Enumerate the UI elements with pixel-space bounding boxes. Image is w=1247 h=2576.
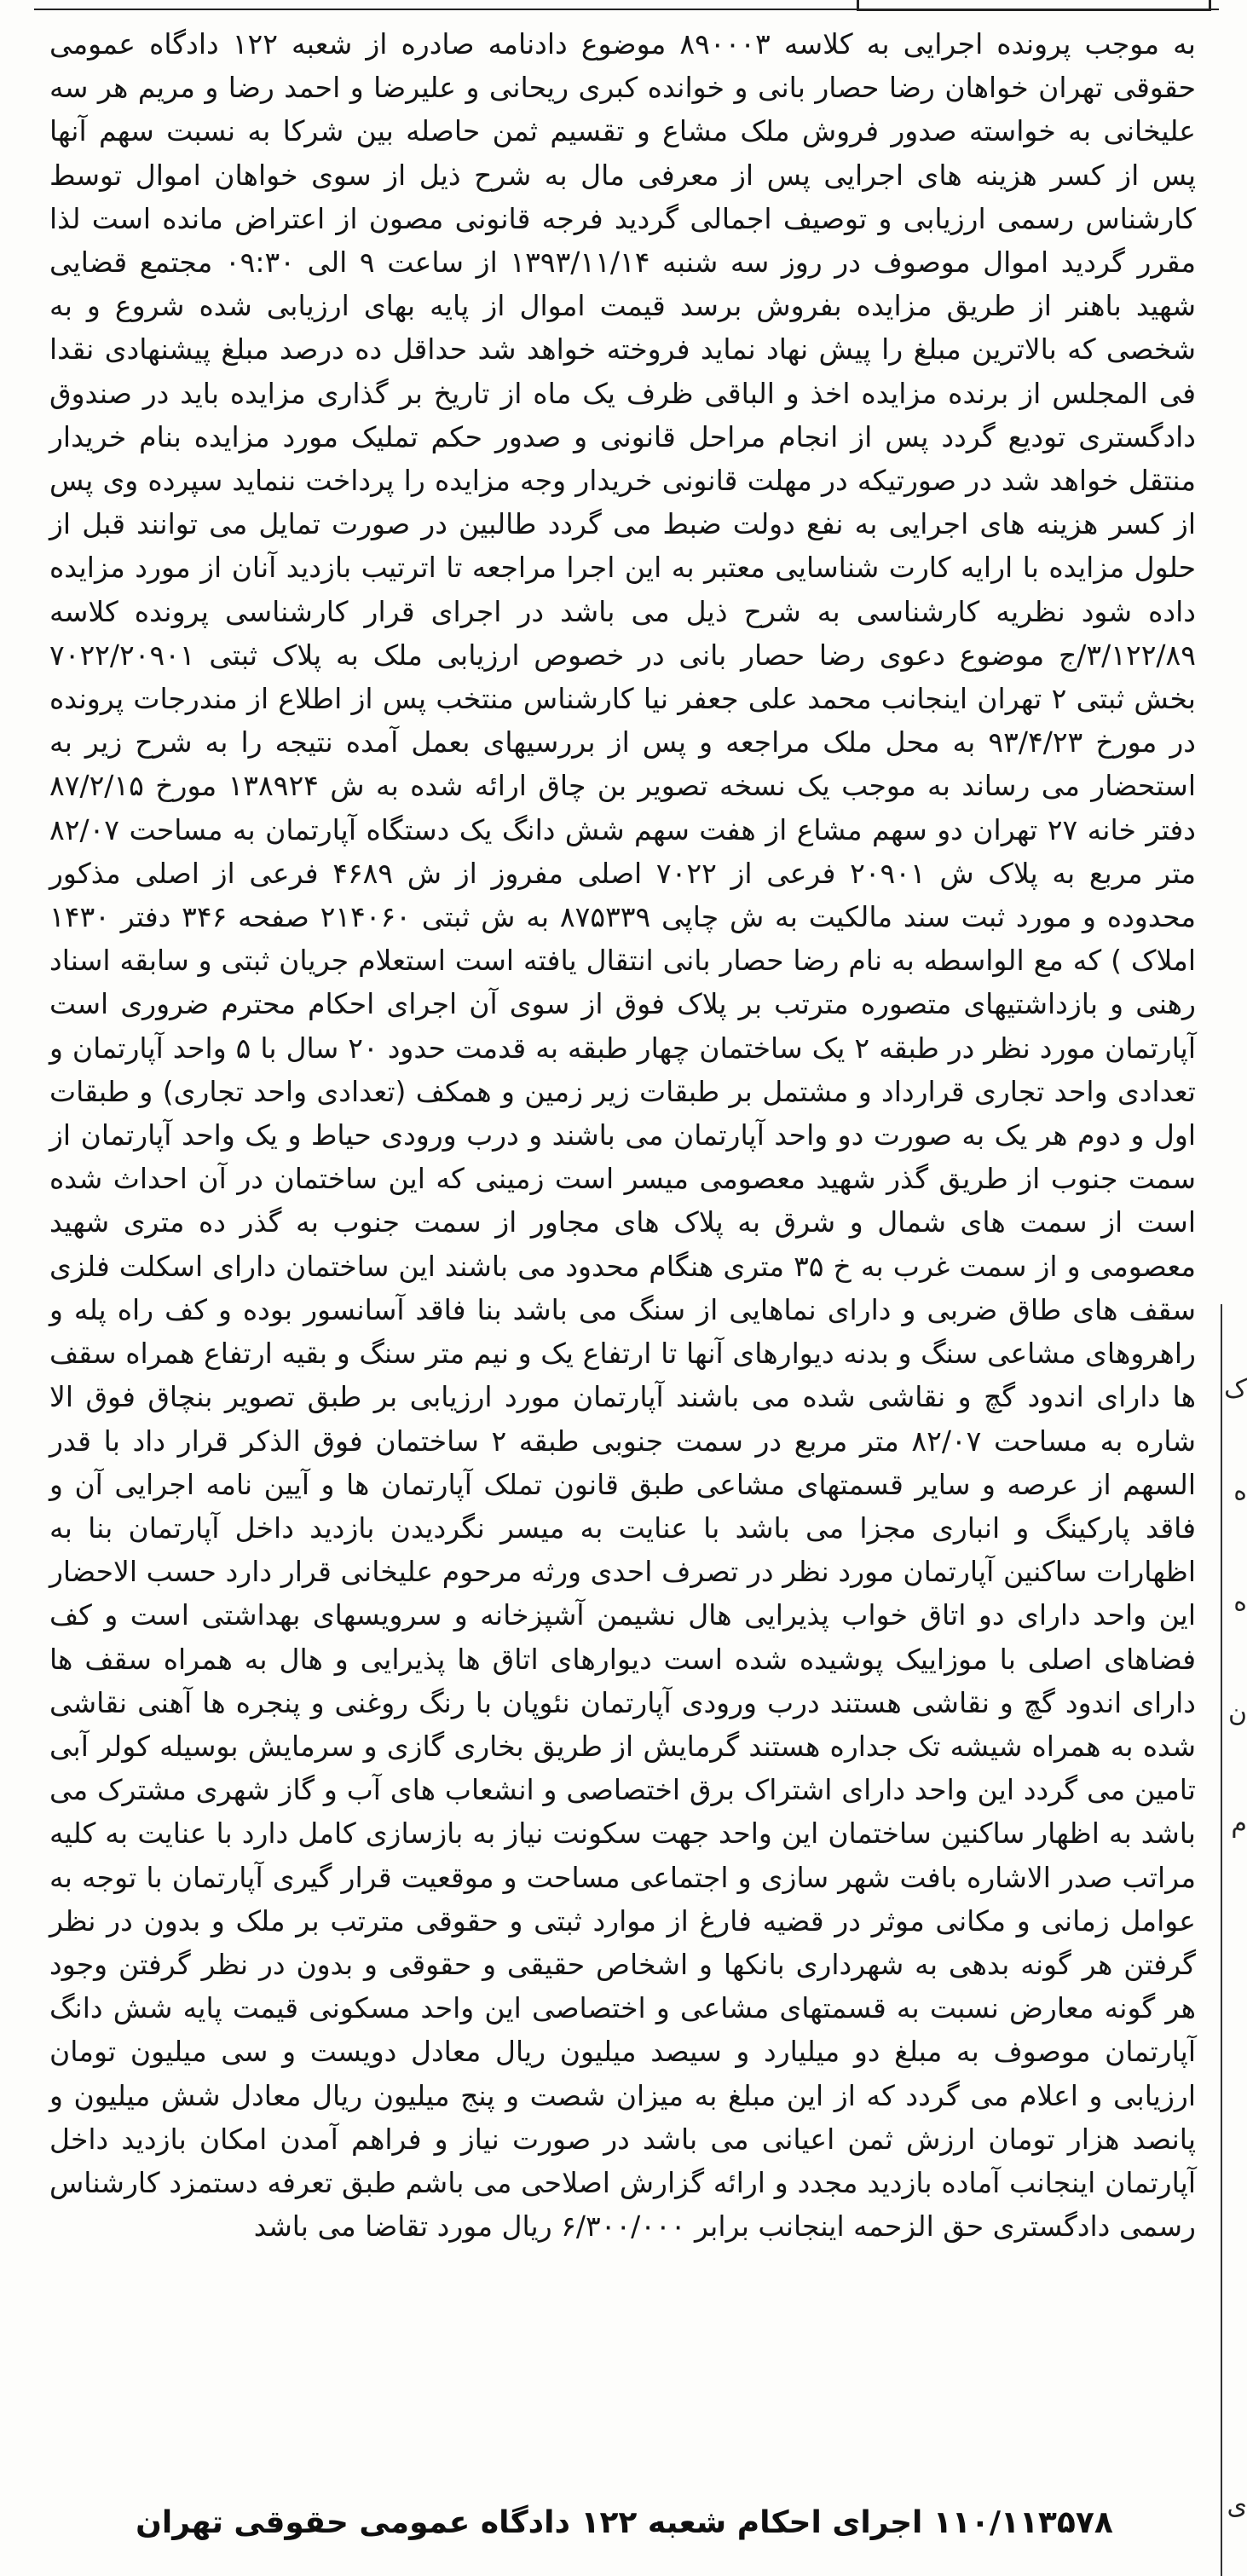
adjacent-column-edge [1221, 1304, 1247, 2576]
margin-text-fragment: ی [1227, 2491, 1247, 2521]
margin-text-fragment: ن [1227, 1698, 1247, 1728]
auction-notice-body [49, 22, 1196, 2248]
notice-footer-signature: ۱۱۰/۱۱۳۵۷۸ اجرای احکام شعبه ۱۲۲ دادگاه عمومی حقوقی تهران [136, 2505, 1113, 2540]
notice-paragraph: به موجب پرونده اجرایی به کلاسه ۸۹۰۰۰۳ موضوع دادنامه صادره از شعبه ۱۲۲ دادگاه عمومی حقوقی تهران خواهان رضا حصار بانی و خوانده کبری ریحانی و علیرضا و احمد رضا و مریم هر سه علیخانی به خواسته صدور فروش ملک مشاع و تقسیم ثمن حاصله بین شرکا به نسبت سهم آنها پس از کسر هزینه های اجرایی پس از معرفی مال به شرح ذیل از سوی خواهان اموال توسط کارشناس رسمی ارزیابی و توصیف اجمالی گردید فرجه قانونی مصون از اعتراض مانده است لذا مقرر گردید اموال موصوف در روز سه شنبه ۱۳۹۳/۱۱/۱۴ از ساعت ۹ الی ۰۹:۳۰ مجتمع قضایی شهید باهنر از طریق مزایده بفروش برسد قیمت اموال از پایه بهای ارزیابی شده شروع و به شخصی که بالاترین مبلغ را پیش نهاد نماید فروخته خواهد شد حداقل ده درصد مبلغ پیشنهادی نقدا فی المجلس از برنده مزایده اخذ و الباقی ظرف یک ماه از تاریخ بر گذاری مزایده باید در صندوق دادگستری توديع گردد پس از انجام مراحل قانونی و صدور حکم تملیک مورد مزایده بنام خریدار منتقل خواهد شد در صورتیکه در مهلت قانونی خریدار وجه مزایده را پرداخت ننماید سپرده وی پس از کسر هزینه های اجرایی به نفع دولت ضبط می گردد طالبین در صورت تمایل می توانند قبل از حلول مزایده با ارایه کارت شناسایی معتبر به این اجرا مراجعه تا اترتیب بازدید آنان از مورد مزایده داده شود نظریه کارشناسی به شرح ذیل می باشد در اجرای قرار کارشناسی پرونده کلاسه ۳/۱۲۲/۸۹/ج موضوع دعوی رضا حصار بانی در خصوص ارزیابی ملک به پلاک ثبتی ۷۰۲۲/۲۰۹۰۱ بخش ثبتی ۲ تهران اینجانب محمد علی جعفر نیا کارشناس منتخب پس از اطلاع از مندرجات پرونده در مورخ ۹۳/۴/۲۳ به محل ملک مراجعه و پس از بررسیهای بعمل آمده نتیجه را به شرح زیر به استحضار می رساند به موجب یک نسخه تصویر بن چاق ارائه شده به ش ۱۳۸۹۲۴ مورخ ۸۷/۲/۱۵ دفتر خانه ۲۷ تهران دو سهم مشاع از هفت سهم شش دانگ یک دستگاه آپارتمان به مساحت ۸۲/۰۷ متر مربع به پلاک ش ۲۰۹۰۱ فرعی از ۷۰۲۲ اصلی مفروز از ش ۴۶۸۹ فرعی از اصلی مذکور محدوده و مورد ثبت سند مالکیت به ش چاپی ۸۷۵۳۳۹ به ش ثبتی ۲۱۴۰۶۰ صفحه ۳۴۶ دفتر ۱۴۳۰ املاک ) که مع الواسطه به نام رضا حصار بانی انتقال یافته است استعلام جریان ثبتی و سابقه اسناد رهنی و بازداشتیهای متصوره مترتب بر پلاک فوق از سوی آن اجرای احکام محترم ضروری است آپارتمان مورد نظر در طبقه ۲ یک ساختمان چهار طبقه به قدمت حدود ۲۰ سال با ۵ واحد آپارتمان و تعدادی واحد تجاری قرارداد و مشتمل بر طبقات زیر زمین و همکف (تعدادی واحد تجاری) و طبقات اول و دوم هر یک به صورت دو واحد آپارتمان می باشند و درب ورودی حیاط و یک واحد آپارتمان از سمت جنوب از طریق گذر شهید معصومی میسر است زمینی که این ساختمان در آن احداث شده است از سمت های شمال و شرق به پلاک های مجاور از سمت جنوب به گذر ده متری شهید معصومی و از سمت غرب به خ ۳۵ متری هنگام محدود می باشند این ساختمان دارای اسکلت فلزی سقف های طاق ضربی و دارای نماهایی از سنگ می باشد بنا فاقد آسانسور بوده و کف راه پله و راهروهای مشاعی سنگ و بدنه دیوارهای آنها تا ارتفاع یک و نیم متر سنگ و بقیه ارتفاع همراه سقف ها دارای اندود گچ و نقاشی شده می باشند آپارتمان مورد ارزیابی بر طبق تصویر بنچاق فوق الا شاره به مساحت ۸۲/۰۷ متر مربع در سمت جنوبی طبقه ۲ ساختمان فوق الذکر قرار داد با قدر السهم از عرصه و سایر قسمتهای مشاعی طبق قانون تملک آپارتمان ها و آیین نامه اجرایی آن و فاقد پارکینگ و انباری مجزا می باشد با عنایت به میسر نگردیدن بازدید داخل آپارتمان بنا به اظهارات ساکنین آپارتمان مورد نظر در تصرف احدی ورثه مرحوم علیخانی قرار دارد حسب الاحضار این واحد دارای دو اتاق خواب پذیرایی هال نشیمن آشپزخانه و سرویسهای بهداشتی است و کف فضاهای اصلی با موزاییک پوشیده شده است دیوارهای اتاق ها پذیرایی و هال به همراه سقف ها دارای اندود گچ و نقاشی هستند درب ورودی آپارتمان نئوپان با رنگ روغنی و پنجره ها آهنی نقاشی شده به همراه شیشه تک جداره هستند گرمایش از طریق بخاری گازی و سرمایش بوسیله کولر آبی تامین می گردد این واحد دارای اشتراک برق اختصاصی و انشعاب های آب و گاز شهری مشترک می باشد به اظهار ساکنین ساختمان این واحد جهت سکونت نیاز به بازسازی کامل دارد با عنایت به کلیه مراتب صدر الاشاره بافت شهر سازی و اجتماعی مساحت و موقعیت قرار گیری آپارتمان با توجه به عوامل زمانی و مکانی موثر در قضیه فارغ از موارد ثبتی و حقوقی مترتب بر ملک و بدون در نظر گرفتن هر گونه بدهی به شهرداری بانکها و اشخاص حقیقی و حقوقی و بدون در نظر گرفتن وجود هر گونه معارض نسبت به قسمتهای مشاعی و اختصاصی این واحد مسکونی قیمت پایه شش دانگ آپارتمان موصوف به مبلغ دو میلیارد و سیصد میلیون ریال معادل دویست و سی میلیون تومان ارزیابی و اعلام می گردد که از این مبلغ به میزان شصت و پنج میلیون ریال معادل شش میلیون و پانصد هزار تومان ارزش ثمن اعیانی می باشد در صورت نیاز و فراهم آمدن امکان بازدید داخل آپارتمان اینجانب آماده بازدید مجدد و ارائه گزارش اصلاحی می باشم طبق تعرفه دستمزد کارشناس رسمی دادگستری حق الزحمه اینجانب برابر ۶/۳۰۰/۰۰۰ ریال مورد تقاضا می باشد [49, 27, 1197, 2244]
heading-box-edge [857, 0, 1211, 11]
margin-text-fragment: م [1231, 1809, 1247, 1839]
margin-text-fragment: ه [1233, 1587, 1247, 1617]
margin-text-fragment: ک [1224, 1374, 1247, 1404]
margin-text-fragment: ه [1233, 1476, 1247, 1506]
